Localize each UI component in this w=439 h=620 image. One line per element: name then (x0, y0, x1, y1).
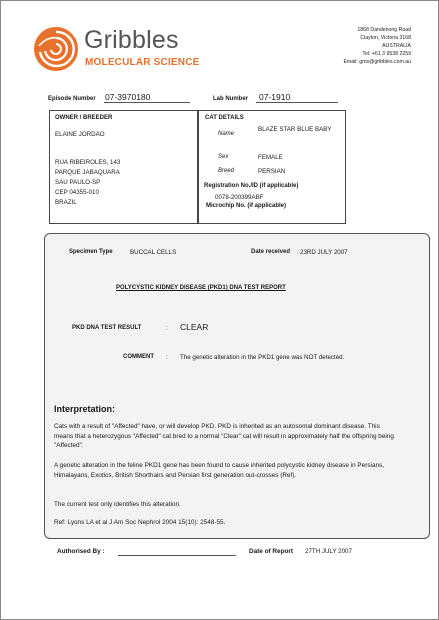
test-report-title: POLYCYSTIC KIDNEY DISEASE (PKD1) DNA TEST REPORT (116, 285, 286, 291)
owner-address-line: BRAZIL (55, 199, 77, 206)
cat-sex-value: FEMALE (258, 154, 283, 161)
address-line: Clayton, Victoria 3168 (360, 34, 411, 41)
interpretation-paragraph: The current test only identifies this alteration. (54, 501, 181, 508)
owner-address-line: CEP 04355-010 (55, 189, 99, 196)
lab-address (343, 27, 411, 67)
report-panel (44, 233, 430, 539)
comment-value: The genetic alteration in the PKD1 gene was NOT detected. (180, 354, 345, 361)
interpretation-heading: Interpretation: (54, 404, 116, 414)
registration-label: Registration No./ID (if applicable) (204, 183, 299, 189)
cat-sex-label: Sex (218, 154, 229, 160)
authorised-by-label: Authorised By : (57, 548, 105, 555)
gribbles-swirl-logo-icon (33, 26, 79, 72)
signature-line (118, 555, 236, 556)
specimen-type-value: BUCCAL CELLS (130, 249, 177, 256)
comment-label: COMMENT (123, 354, 154, 360)
comment-separator: : (166, 354, 168, 361)
date-of-report-label: Date of Report (249, 548, 294, 555)
pkd-result-label: PKD DNA TEST RESULT (72, 325, 142, 331)
date-received-value: 23RD JULY 2007 (300, 249, 348, 256)
owner-title: OWNER / BREEDER (55, 115, 113, 121)
episode-number-label: Episode Number (48, 96, 96, 102)
episode-underline (104, 102, 190, 103)
date-of-report-value: 27TH JULY 2007 (305, 548, 352, 555)
date-received-label: Date received (251, 249, 291, 255)
cat-details-title: CAT DETAILS (205, 115, 244, 121)
owner-address-line: PARQUE JABAQUARA (55, 169, 120, 176)
episode-number-value: 07-3970180 (105, 92, 151, 102)
interpretation-paragraph: Cats with a result of "Affected" have, or will develop PKD. PKD is inherited as an autosomal dominant disease. This means that a heterozygous "Affected" cat bred to a normal "Clear" cat will result in approximately half the offspring being "Affected". (54, 423, 394, 450)
pkd-result-separator: : (166, 325, 168, 332)
cat-breed-value: PERSIAN (258, 168, 286, 175)
registration-value: 0078-200399ABF (215, 194, 264, 201)
address-line: Email: gms@gribbles.com.au (343, 58, 411, 65)
cat-breed-label: Breed (218, 168, 235, 174)
address-line: AUSTRALIA (382, 42, 411, 49)
lab-number-label: Lab Number (213, 96, 249, 102)
address-line: Tel: +61 3 9538 2259 (362, 50, 411, 57)
owner-address-line: SAU PAULO-SP (55, 179, 101, 186)
microchip-label: Microchip No. (if applicable) (206, 203, 287, 209)
lab-underline (256, 102, 338, 103)
reference-line: Ref: Lyons LA et al J Am Soc Nephrol 2004 15(10): 2548-55. (54, 519, 226, 526)
interpretation-paragraph: A genetic alteration in the feline PKD1 gene has been found to cause inherited polycystic kidney disease in Persians, Himalayans, Exotics, British Shorthairs and Persian first generation out-crosses (Ref). (54, 462, 385, 479)
address-line: 1868 Dandenong Road (357, 27, 411, 33)
cat-name-label: Name (218, 131, 235, 137)
owner-name: ELAINE JORDAO (55, 131, 105, 138)
brand-name: Gribbles (84, 26, 179, 54)
owner-address-line: RUA RIBEIROLES, 143 (55, 159, 121, 166)
pkd-result-value: CLEAR (180, 322, 209, 332)
specimen-type-label: Specimen Type (69, 249, 113, 255)
lab-number-value: 07-1910 (259, 92, 291, 102)
owner-box (49, 110, 199, 224)
cat-name-value: BLAZE STAR BLUE BABY (258, 126, 332, 133)
brand-subtitle: MOLECULAR SCIENCE (85, 57, 200, 68)
